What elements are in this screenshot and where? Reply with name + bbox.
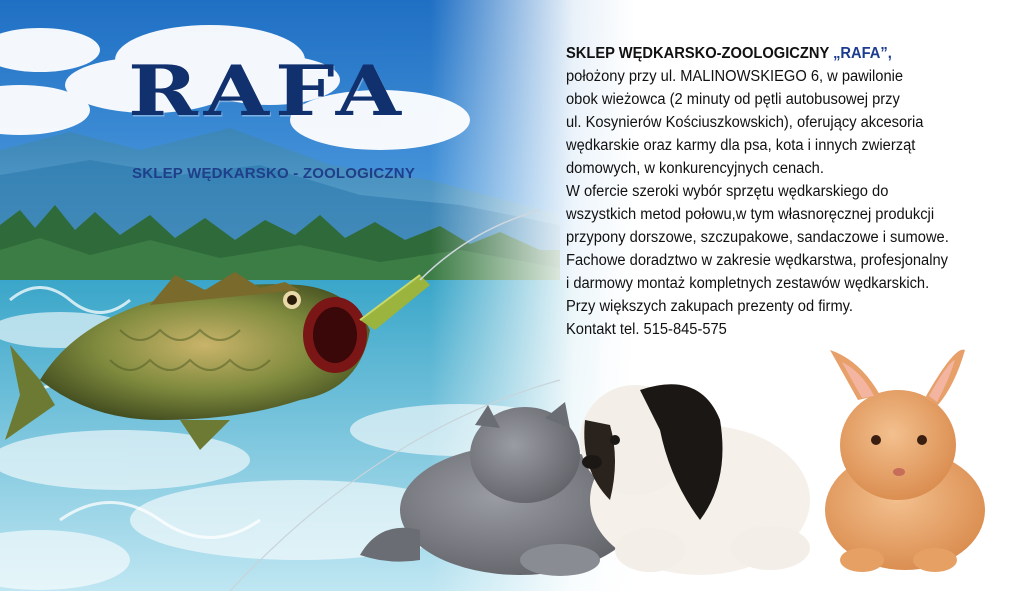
description-line: obok wieżowca (2 minuty od pętli autobusowej przy [566, 91, 900, 108]
description-line: ul. Kosynierów Kościuszkowskich), oferujący akcesoria [566, 114, 924, 131]
logo-wordmark: RAFA [128, 50, 407, 132]
description-line: W ofercie szeroki wybór sprzętu wędkarskiego do [566, 183, 889, 200]
contact-phone: Kontakt tel. 515-845-575 [566, 321, 727, 338]
title-brand: „RAFA”, [833, 45, 892, 62]
description-line: przypony dorszowe, szczupakowe, sandaczowe i sumowe. [566, 229, 949, 246]
shop-description [566, 42, 979, 341]
title-prefix: SKLEP WĘDKARSKO-ZOOLOGICZNY [566, 45, 834, 62]
description-line: wędkarskie oraz karmy dla psa, kota i innych zwierząt [566, 137, 916, 154]
logo-tagline: SKLEP WĘDKARSKO - ZOOLOGICZNY [132, 165, 416, 182]
description-line: domowych, w konkurencyjnych cenach. [566, 160, 824, 177]
description-line: i darmowy montaż kompletnych zestawów wędkarskich. [566, 275, 930, 292]
description-line: położony przy ul. MALINOWSKIEGO 6, w pawilonie [566, 68, 904, 85]
description-title [566, 42, 979, 65]
description-line: wszystkich metod połowu,w tym własnoręcznej produkcji [566, 206, 935, 223]
description-line: Przy większych zakupach prezenty od firmy. [566, 298, 854, 315]
description-line: Fachowe doradztwo w zakresie wędkarstwa, profesjonalny [566, 252, 948, 269]
